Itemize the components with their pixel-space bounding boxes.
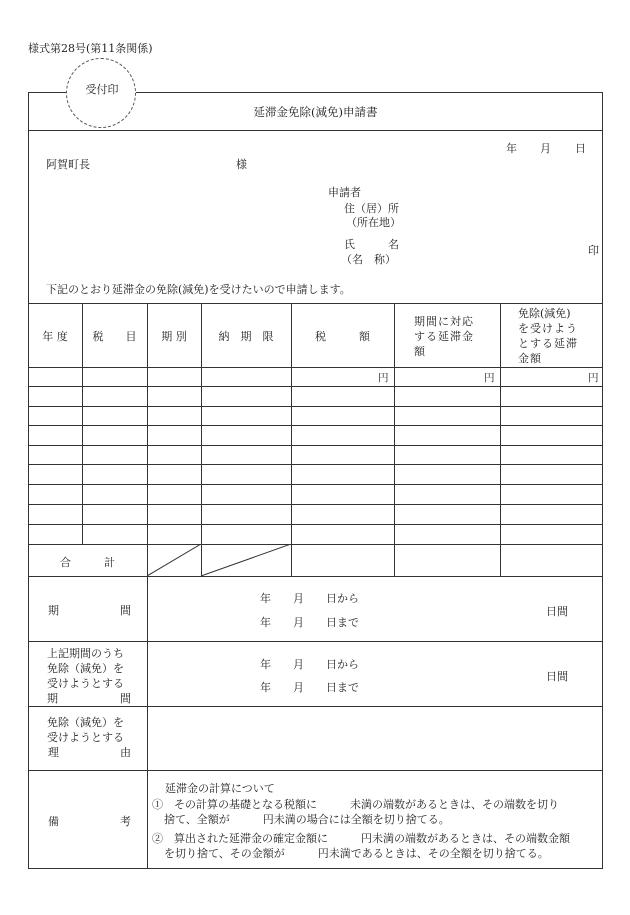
- section-divider: [28, 770, 603, 771]
- header-exemption-line1: 免除(減免): [518, 307, 571, 320]
- period-label-left: 期: [48, 604, 59, 617]
- table-row-line: [28, 484, 603, 485]
- exemption-period-days: 日間: [546, 670, 568, 683]
- table-row-line: [28, 544, 603, 545]
- exemption-period-label-line4-left: 期: [47, 692, 58, 705]
- section-col-line: [147, 576, 148, 869]
- header-delinquency-line1: 期間に対応: [414, 315, 474, 328]
- header-tax-amount: 税 額: [315, 330, 370, 343]
- header-delinquency-line2: する延滞金: [414, 330, 474, 343]
- reason-label-line3-right: 由: [120, 746, 131, 759]
- seal-mark: 印: [588, 244, 599, 257]
- date-year-label: 年: [506, 142, 517, 155]
- table-row-line: [28, 576, 603, 577]
- header-exemption-line3: とする延滞: [518, 337, 578, 350]
- reason-label-line3-left: 理: [48, 746, 59, 759]
- exemption-period-to: 年 月 日まで: [260, 681, 359, 694]
- remarks-note1-line1: ① その計算の基礎となる税額に 未満の端数があるときは、その端数を切り: [152, 798, 559, 811]
- header-due-date: 納 期 限: [218, 330, 274, 343]
- unit-tax-amount: 円: [378, 372, 389, 384]
- table-row-line: [28, 367, 603, 368]
- section-divider: [28, 641, 603, 642]
- date-month-label: 月: [540, 142, 551, 155]
- exemption-period-label-line4-right: 間: [120, 692, 131, 705]
- header-exemption-line4: 金額: [518, 352, 542, 365]
- period-to: 年 月 日まで: [260, 616, 359, 629]
- remarks-note2-line1: ② 算出された延滞金の確定金額に 円未満の端数があるときは、その端数金額: [152, 832, 570, 845]
- honorific: 様: [236, 158, 247, 171]
- reason-label-line1: 免除（減免）を: [47, 716, 124, 729]
- table-row-line: [28, 445, 603, 446]
- header-tax-item: 税 目: [92, 330, 137, 343]
- total-diagonal-strikes: [147, 544, 291, 576]
- applicant-label: 申請者: [328, 186, 361, 199]
- exemption-period-label-line1: 上記期間のうち: [47, 647, 124, 660]
- table-col-line: [500, 303, 501, 576]
- applicant-name-sub: （名 称）: [341, 253, 396, 266]
- table-col-line: [394, 303, 395, 576]
- applicant-name-label: 氏 名: [344, 238, 399, 251]
- table-row-line: [28, 524, 603, 525]
- section-divider: [28, 706, 603, 707]
- remarks-note2-line2: を切り捨て、その金額が 円未満であるときは、その全額を切り捨てる。: [164, 847, 549, 860]
- addressee: 阿賀町長: [46, 158, 90, 171]
- stamp-label: 受付印: [85, 83, 119, 96]
- period-days: 日間: [546, 605, 568, 618]
- divider: [28, 130, 603, 131]
- divider: [28, 303, 603, 304]
- exemption-period-label-line3: 受けようとする: [47, 677, 124, 690]
- remarks-label-right: 考: [120, 815, 131, 828]
- table-row-line: [28, 464, 603, 465]
- applicant-address-label: 住（居）所: [344, 202, 399, 215]
- header-period: 期 別: [161, 330, 187, 343]
- exemption-period-from: 年 月 日から: [260, 658, 359, 671]
- table-row-line: [28, 504, 603, 505]
- form-title: 延滞金免除(減免)申請書: [253, 105, 378, 119]
- total-label: 合 計: [60, 556, 115, 569]
- unit-exemption: 円: [588, 372, 599, 384]
- table-row-line: [28, 425, 603, 426]
- remarks-intro: 延滞金の計算について: [165, 782, 275, 795]
- form-border: [28, 92, 603, 869]
- reason-label-line2: 受けようとする: [47, 731, 124, 744]
- unit-delinquency: 円: [484, 372, 495, 384]
- table-row-line: [28, 406, 603, 407]
- form-number: 様式第28号(第11条関係): [28, 42, 153, 55]
- period-from: 年 月 日から: [260, 592, 359, 605]
- header-year: 年 度: [42, 330, 68, 343]
- applicant-address-sub: （所在地）: [346, 216, 401, 229]
- table-row-line: [28, 386, 603, 387]
- application-statement: 下記のとおり延滞金の免除(減免)を受けたいので申請します。: [46, 283, 351, 296]
- remarks-label-left: 備: [48, 815, 59, 828]
- header-exemption-line2: を受けよう: [518, 322, 578, 335]
- exemption-period-label-line2: 免除（減免）を: [47, 662, 124, 675]
- period-label-right: 間: [120, 604, 131, 617]
- header-delinquency-line3: 額: [414, 345, 425, 358]
- remarks-note1-line2: 捨て、全額が 円未満の場合には全額を切り捨てる。: [164, 813, 450, 826]
- date-day-label: 日: [575, 142, 586, 155]
